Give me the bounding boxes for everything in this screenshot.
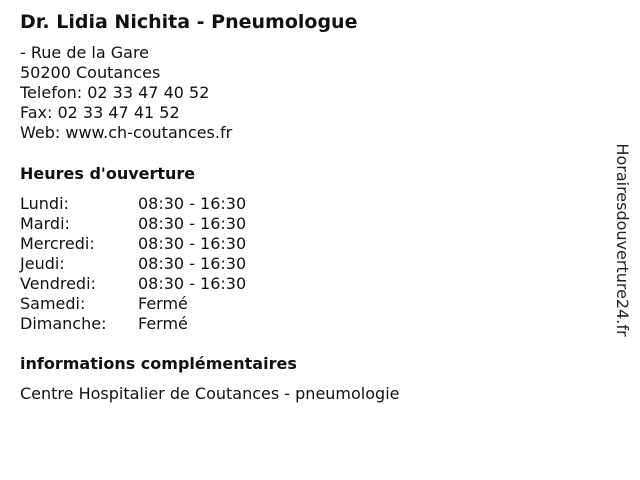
hours-time: 08:30 - 16:30 [138,234,247,253]
hours-table [20,194,246,334]
info-heading: informations complémentaires [20,354,297,373]
hours-day: Mercredi: [20,234,95,253]
hours-heading: Heures d'ouverture [20,164,196,183]
address-city: 50200 Coutances [20,63,161,82]
address-fax: Fax: 02 33 47 41 52 [20,103,180,122]
info-text: Centre Hospitalier de Coutances - pneumologie [20,384,400,403]
hours-row-wednesday [20,234,246,254]
address-web: Web: www.ch-coutances.fr [20,123,233,142]
hours-day: Lundi: [20,194,69,213]
hours-time: Fermé [138,294,188,313]
hours-day: Jeudi: [20,254,65,273]
hours-time: 08:30 - 16:30 [138,214,247,233]
hours-row-tuesday [20,214,246,234]
hours-time: 08:30 - 16:30 [138,274,247,293]
hours-time: 08:30 - 16:30 [138,254,247,273]
hours-row-saturday [20,294,246,314]
hours-day: Dimanche: [20,314,107,333]
address-street: - Rue de la Gare [20,43,150,62]
page-title: Dr. Lidia Nichita - Pneumologue [20,11,358,33]
hours-row-sunday [20,314,246,334]
hours-row-friday [20,274,246,294]
hours-day: Samedi: [20,294,86,313]
hours-time: 08:30 - 16:30 [138,194,247,213]
hours-row-monday [20,194,246,214]
site-watermark: Horairesdouverture24.fr [613,143,632,337]
hours-day: Vendredi: [20,274,96,293]
address-block [20,43,232,143]
hours-time: Fermé [138,314,188,333]
hours-day: Mardi: [20,214,70,233]
hours-row-thursday [20,254,246,274]
address-phone: Telefon: 02 33 47 40 52 [20,83,210,102]
